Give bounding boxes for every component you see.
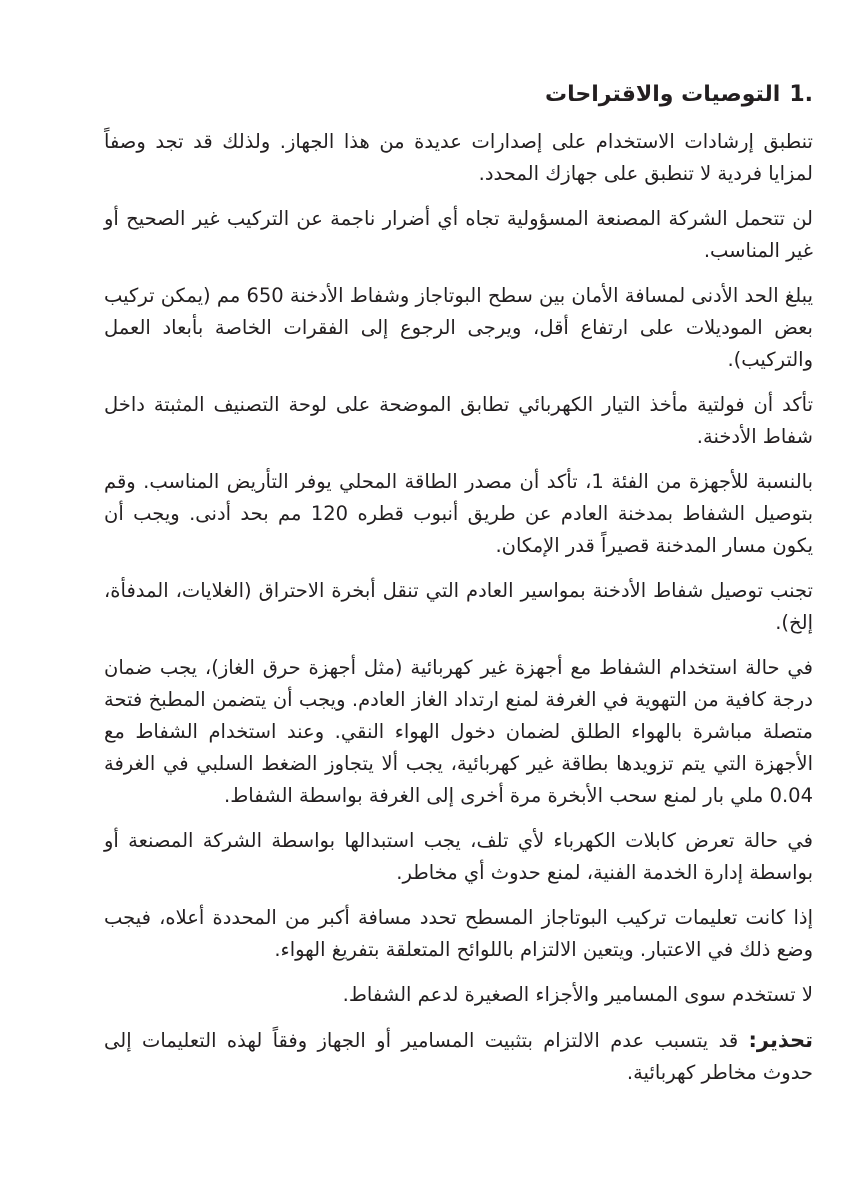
section-number: 1. [789, 82, 813, 107]
warning-paragraph [104, 1024, 813, 1089]
paragraph-safety-distance: يبلغ الحد الأدنى لمسافة الأمان بين سطح البوتاجاز وشفاط الأدخنة 650 مم (يمكن تركيب بعض الموديلات على ارتفاع أقل، ويرجى الرجوع إلى الفقرات الخاصة بأبعاد العمل والتركيب). [104, 284, 813, 371]
paragraph-voltage: تأكد أن فولتية مأخذ التيار الكهربائي تطابق الموضحة على لوحة التصنيف المثبتة داخل شفاط الأدخنة. [104, 393, 813, 448]
paragraph-screws: لا تستخدم سوى المسامير والأجزاء الصغيرة لدعم الشفاط. [342, 983, 813, 1006]
paragraph-installation-distance: إذا كانت تعليمات تركيب البوتاجاز المسطح تحدد مسافة أكبر من المحددة أعلاه، فيجب وضع ذلك في الاعتبار. ويتعين الالتزام باللوائح المتعلقة بتفريغ الهواء. [104, 906, 813, 961]
paragraph-ventilation: في حالة استخدام الشفاط مع أجهزة غير كهربائية (مثل أجهزة حرق الغاز)، يجب ضمان درجة كافية من التهوية في الغرفة لمنع ارتداد الغاز العادم. ويجب أن يتضمن المطبخ فتحة متصلة مباشرة بالهواء الطلق لضمان دخول الهواء النقي. وعند استخدام الشفاط مع الأجهزة التي يتم تزويدها بطاقة غير كهربائية، يجب ألا يتجاوز الضغط السلبي في الغرفة 0.04 ملي بار لمنع سحب الأبخرة مرة أخرى إلى الغرفة بواسطة الشفاط. [104, 656, 813, 807]
section-title: التوصيات والاقتراحات [545, 82, 781, 107]
warning-text: قد يتسبب عدم الالتزام بتثبيت المسامير أو الجهاز وفقاً لهذه التعليمات إلى حدوث مخاطر كهربائية. [104, 1029, 813, 1084]
paragraph-liability: لن تتحمل الشركة المصنعة المسؤولية تجاه أي أضرار ناجمة عن التركيب غير الصحيح أو غير المناسب. [104, 207, 813, 262]
paragraph-grounding: بالنسبة للأجهزة من الفئة 1، تأكد أن مصدر الطاقة المحلي يوفر التأريض المناسب. وقم بتوصيل الشفاط بمدخنة العادم عن طريق أنبوب قطره 120 مم بحد أدنى. ويجب أن يكون مسار المدخنة قصيراً قدر الإمكان. [104, 470, 814, 557]
section-heading [104, 78, 813, 112]
paragraph-cable-damage: في حالة تعرض كابلات الكهرباء لأي تلف، يجب استبدالها بواسطة الشركة المصنعة أو بواسطة إدارة الخدمة الفنية، لمنع حدوث أي مخاطر. [104, 829, 813, 884]
section-content [104, 78, 813, 1102]
paragraph-usage-versions: تنطبق إرشادات الاستخدام على إصدارات عديدة من هذا الجهاز. ولذلك قد تجد وصفاً لمزايا فردية لا تنطبق على جهازك المحدد. [104, 130, 813, 185]
warning-label: تحذير: [748, 1028, 814, 1052]
paragraph-exhaust-pipes: تجنب توصيل شفاط الأدخنة بمواسير العادم التي تنقل أبخرة الاحتراق (الغلايات، المدفأة، إلخ). [104, 579, 813, 634]
